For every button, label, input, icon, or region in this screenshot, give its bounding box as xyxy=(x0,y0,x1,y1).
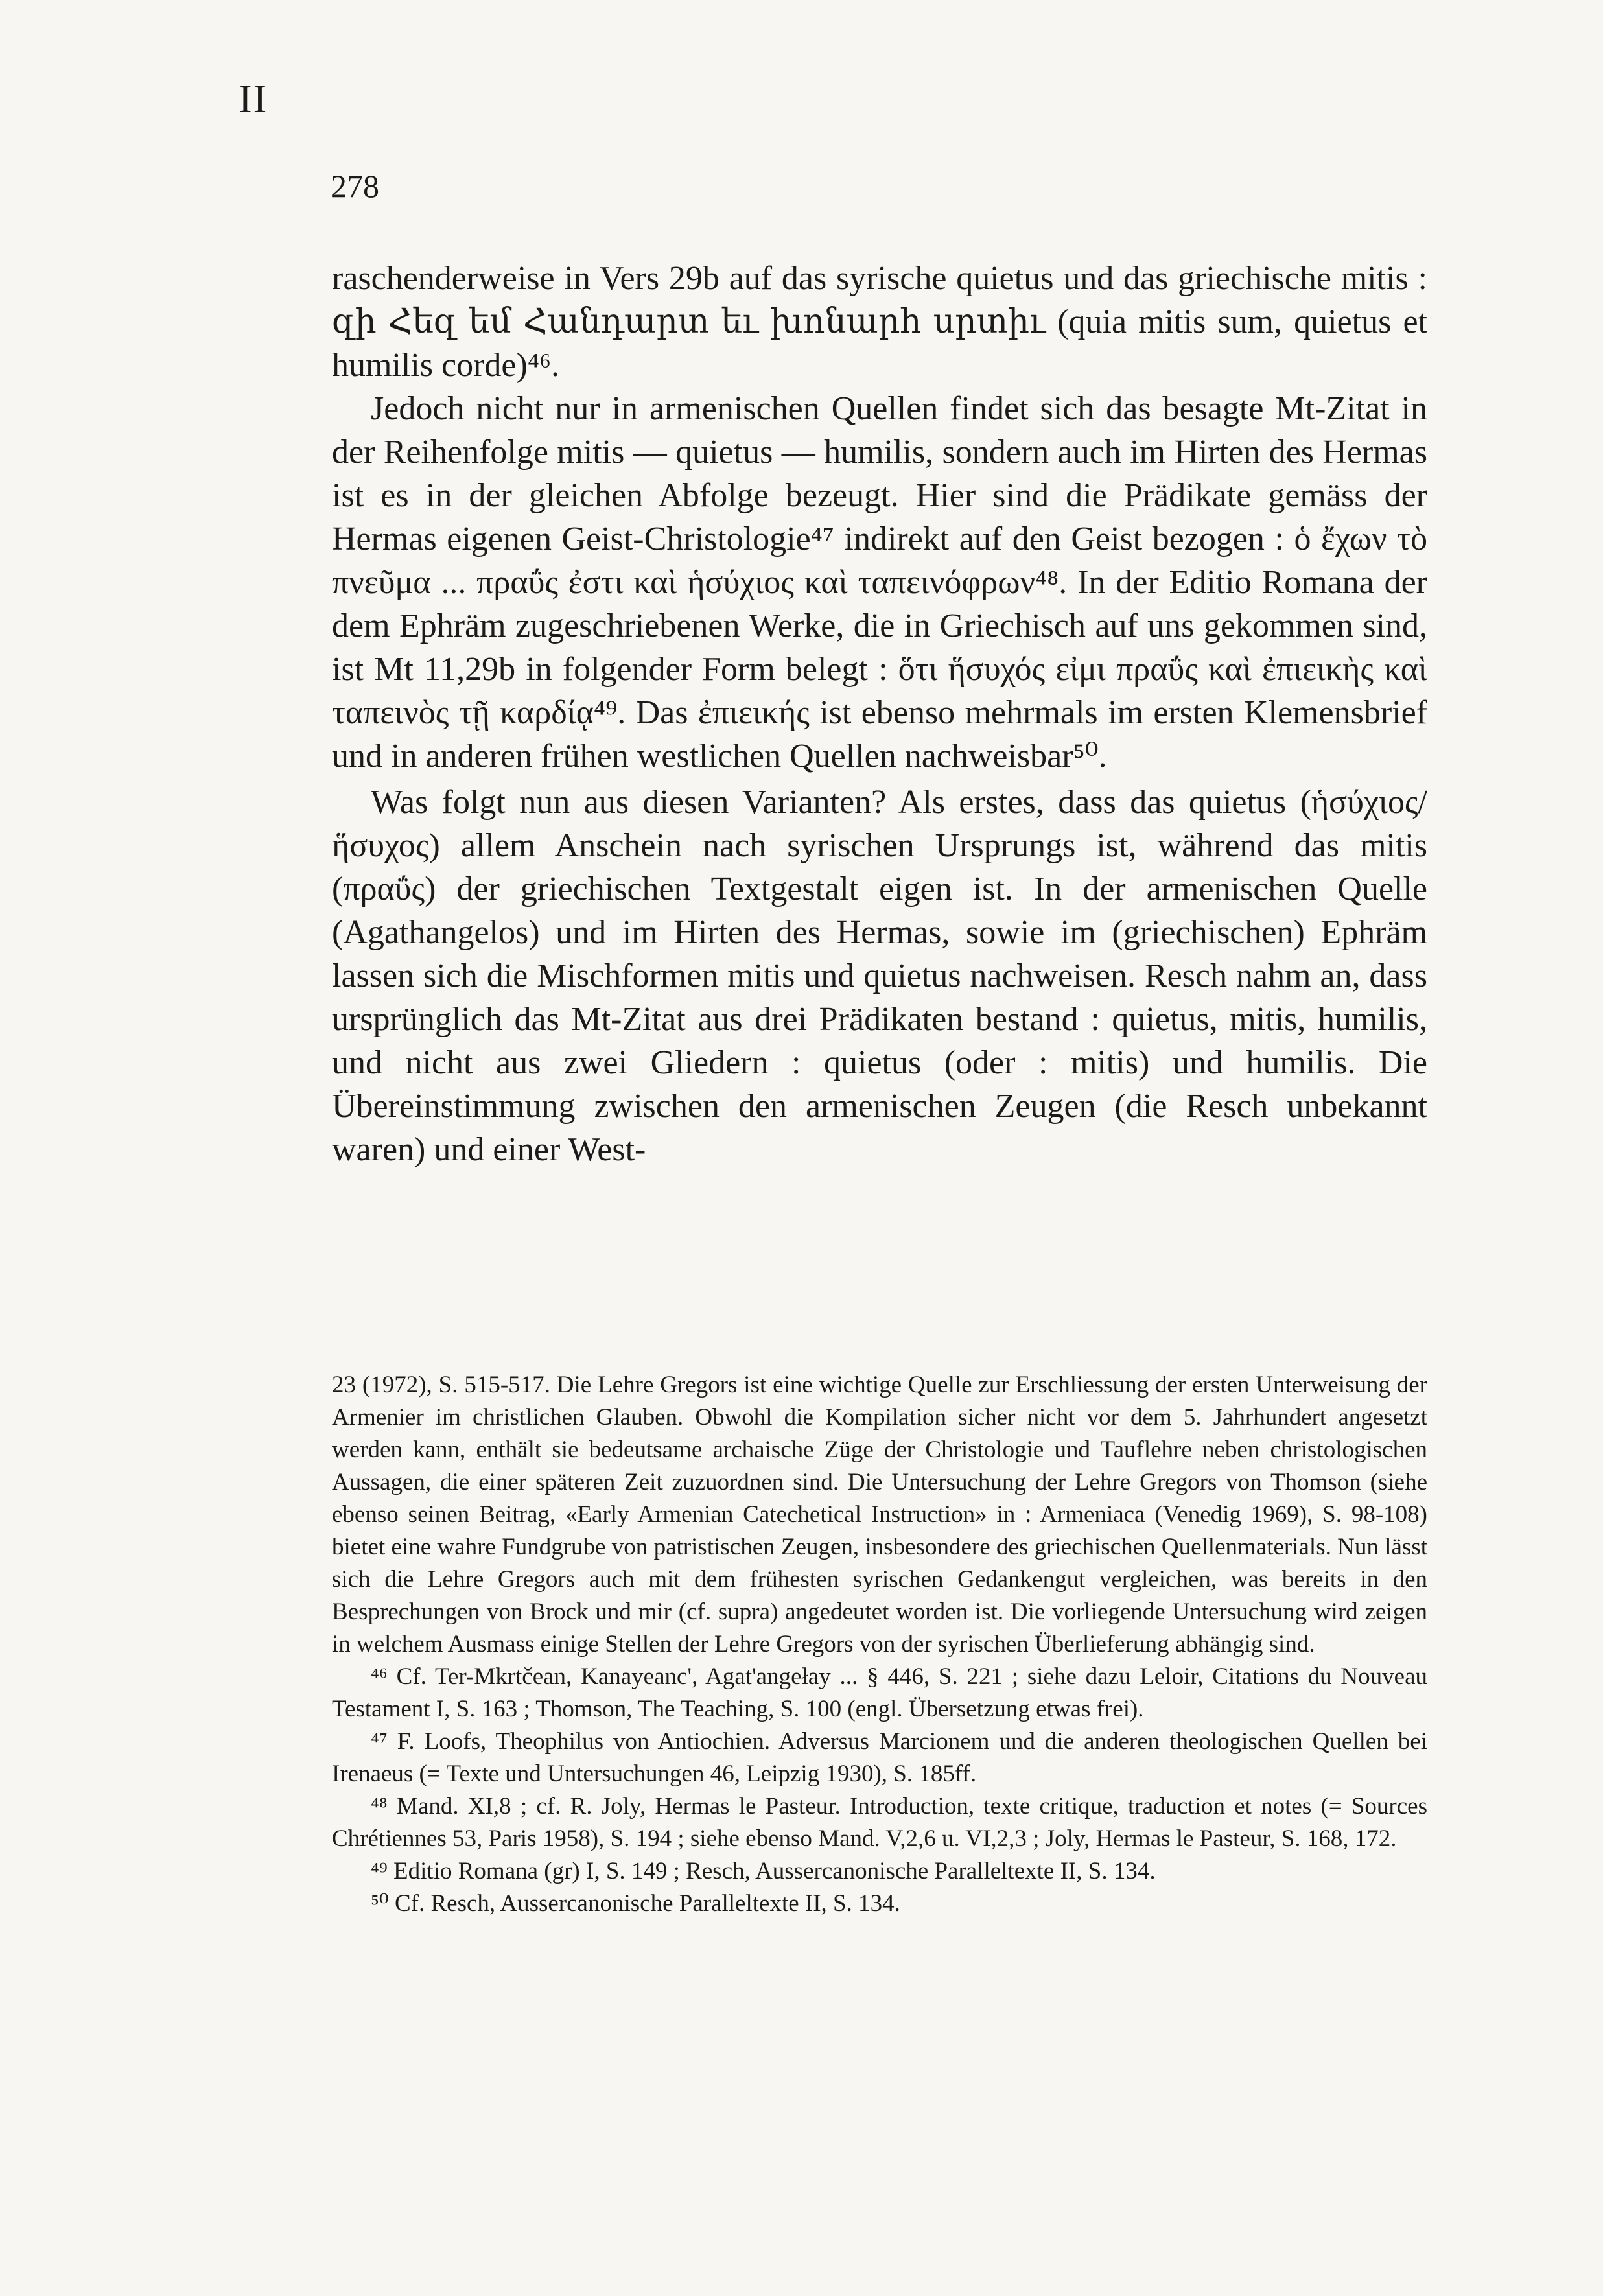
main-text xyxy=(332,257,1427,1171)
paragraph-1: raschenderweise in Vers 29b auf das syrische quietus und das griechische mitis : զի Հեզ եմ Հանդարտ եւ խոնարհ սրտիւ (quia mitis sum, quietus et humilis corde)⁴⁶. xyxy=(332,260,1427,384)
page-section-marker: II xyxy=(239,77,268,121)
footnote-continued: 23 (1972), S. 515-517. Die Lehre Gregors ist eine wichtige Quelle zur Erschliessung der ersten Unterweisung der Armenier im christlichen Glauben. Obwohl die Kompilation sicher nicht vor dem 5. Jahrhundert angesetzt werden kann, enthält sie bedeutsame archaische Züge der Christologie und Tauflehre neben christologischen Aussagen, die einer späteren Zeit zuzuordnen sind. Die Untersuchung der Lehre Gregors von Thomson (siehe ebenso seinen Beitrag, «Early Armenian Catechetical Instruction» in : Armeniaca (Venedig 1969), S. 98-108) bietet eine wahre Fundgrube von patristischen Zeugen, insbesondere des griechischen Quellenmaterials. Nun lässt sich die Lehre Gregors auch mit dem frühesten syrischen Gedankengut vergleichen, was bereits in den Besprechungen von Brock und mir (cf. supra) angedeutet worden ist. Die vorliegende Untersuchung wird zeigen in welchem Ausmass einige Stellen der Lehre Gregors von der syrischen Überlieferung abhängig sind. xyxy=(332,1372,1427,1658)
footnote-49: ⁴⁹ Editio Romana (gr) I, S. 149 ; Resch, Aussercanonische Paralleltexte II, S. 134. xyxy=(371,1858,1156,1884)
paragraph-3: Was folgt nun aus diesen Varianten? Als erstes, dass das quietus (ἡσύχιος/ἥσυχος) allem Anschein nach syrischen Ursprungs ist, während das mitis (πραΰς) der griechischen Textgestalt eigen ist. In der armenischen Quelle (Agathangelos) und im Hirten des Hermas, sowie im (griechischen) Ephräm lassen sich die Mischformen mitis und quietus nachweisen. Resch nahm an, dass ursprünglich das Mt-Zitat aus drei Prädikaten bestand : quietus, mitis, humilis, und nicht aus zwei Gliedern : quietus (oder : mitis) und humilis. Die Übereinstimmung zwischen den armenischen Zeugen (die Resch unbekannt waren) und einer West- xyxy=(332,784,1427,1168)
footnotes xyxy=(332,1369,1427,1920)
page-number: 278 xyxy=(331,168,379,204)
footnote-48: ⁴⁸ Mand. XI,8 ; cf. R. Joly, Hermas le Pasteur. Introduction, texte critique, traduction et notes (= Sources Chrétiennes 53, Paris 1958), S. 194 ; siehe ebenso Mand. V,2,6 u. VI,2,3 ; Joly, Hermas le Pasteur, S. 168, 172. xyxy=(332,1793,1427,1852)
paragraph-2: Jedoch nicht nur in armenischen Quellen findet sich das besagte Mt-Zitat in der Reihenfolge mitis — quietus — humilis, sondern auch im Hirten des Hermas ist es in der gleichen Abfolge bezeugt. Hier sind die Prädikate gemäss der Hermas eigenen Geist-Christologie⁴⁷ indirekt auf den Geist bezogen : ὁ ἔχων τὸ πνεῦμα ... πραΰς ἐστι καὶ ἡσύχιος καὶ ταπεινόφρων⁴⁸. In der Editio Romana der dem Ephräm zugeschriebenen Werke, die in Griechisch auf uns gekommen sind, ist Mt 11,29b in folgender Form belegt : ὅτι ἥσυχός εἰμι πραΰς καὶ ἐπιεικὴς καὶ ταπεινὸς τῇ καρδίᾳ⁴⁹. Das ἐπιεικής ist ebenso mehrmals im ersten Klemensbrief und in anderen frühen westlichen Quellen nachweisbar⁵⁰. xyxy=(332,390,1427,775)
footnote-47: ⁴⁷ F. Loofs, Theophilus von Antiochien. Adversus Marcionem und die anderen theologischen Quellen bei Irenaeus (= Texte und Untersuchungen 46, Leipzig 1930), S. 185ff. xyxy=(332,1728,1427,1787)
footnote-46: ⁴⁶ Cf. Ter-Mkrtčean, Kanayeanc', Agat'angełay ... § 446, S. 221 ; siehe dazu Leloir, Citations du Nouveau Testament I, S. 163 ; Thomson, The Teaching, S. 100 (engl. Übersetzung etwas frei). xyxy=(332,1663,1427,1722)
footnote-50: ⁵⁰ Cf. Resch, Aussercanonische Paralleltexte II, S. 134. xyxy=(371,1890,900,1917)
